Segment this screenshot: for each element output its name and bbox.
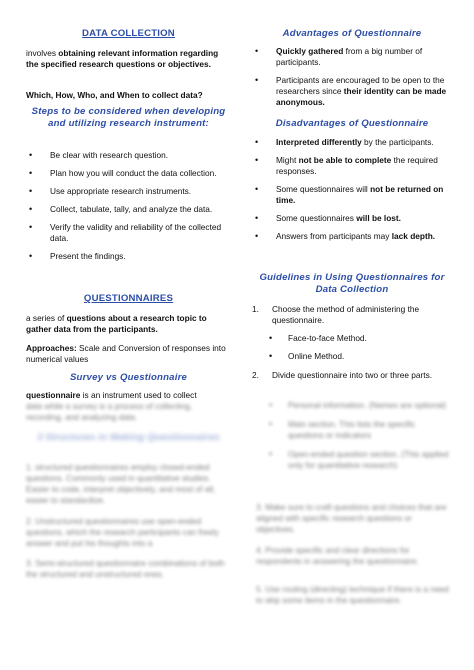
list-item: • Be clear with research question. [26,150,231,161]
survey-line-rest: is an instrument used to collect [80,390,197,400]
advantage-1-bold: Quickly gathered [276,46,344,56]
data-collection-title: DATA COLLECTION [82,28,175,39]
list-item [252,155,452,177]
advantage-2-bold: their identity can be made anonymous. [276,86,447,107]
guidelines-title: Guidelines in Using Questionnaires for Data Collection [259,272,445,295]
list-item: • Present the findings. [26,251,231,262]
disadvantage-5-pre: Answers from participants may [276,231,392,241]
parts-sublist-blurred [252,400,452,471]
survey-line-bold: questionnaire [26,390,81,400]
method-sublist [252,333,452,362]
structures-title: 3 Structures in Making Questionnaires [37,432,220,443]
guidelines-list-step2 [252,370,452,381]
disadvantages-title: Disadvantages of Questionnaire [275,118,429,129]
list-item: • Collect, tabulate, tally, and analyze the data. [26,204,231,215]
questionnaires-definition [26,313,231,335]
list-item [252,75,452,108]
steps-list [26,150,231,262]
list-item: • Use appropriate research instruments. [26,186,231,197]
list-item: • Online Method. [252,351,452,362]
disadvantage-3-bold: not be returned on time. [276,184,444,205]
list-item [252,184,452,206]
advantages-list [252,46,452,108]
data-collection-question: Which, How, Who, and When to collect data? [26,90,203,100]
step-1-number: 1. [252,304,259,314]
questionnaires-bold: questions about a research topic to gather data from the participants. [26,313,207,334]
approaches-value: Scale and Conversion of responses into numerical values [26,343,226,364]
disadvantage-1-rest: by the participants. [361,137,434,147]
questionnaires-title: QUESTIONNAIRES [83,293,174,304]
step-2-number: 2. [252,370,259,380]
guideline-step-3: 3. Make sure to craft questions and choices that are aligned with specific research questions or objectives. [256,502,447,534]
list-item [252,231,452,242]
survey-title: Survey vs Questionnaire [69,372,188,383]
advantages-title: Advantages of Questionnaire [282,28,422,39]
guideline-step-4: 4. Provide specific and clear directions for respondents in answering the questionnaire. [256,545,419,566]
definition-prefix: involves [26,48,59,58]
advantage-1-rest: from a big number of participants. [276,46,423,67]
disadvantage-2-bold: not be able to complete [298,155,392,165]
list-item: • Face-to-face Method. [252,333,452,344]
list-item: • Verify the validity and reliability of the collected data. [26,222,231,244]
list-item [252,137,452,148]
disadvantage-1-bold: Interpreted differently [276,137,362,147]
list-item [252,370,452,381]
structure-item-2: 2. Unstructured questionnaires use open-ended questions, which the research participants can freely answer and put his thoughts into a [26,516,219,548]
approaches-text [26,343,231,365]
survey-blurred-line: data while a survey is a process of collecting, recording, and analyzing data. [26,401,193,422]
list-item: • Plan how you will conduct the data collection. [26,168,231,179]
guideline-step-5: 5. Use routing (directing) technique if there is a need to skip some items in the questionnaire. [256,584,449,605]
disadvantage-3-pre: Some questionnaires will [276,184,371,194]
disadvantage-4-bold: will be lost. [356,213,401,223]
list-item: • Main section. This lists the specific questions or indicators [252,419,452,441]
approaches-label: Approaches: [26,343,77,353]
disadvantage-5-bold: lack depth. [391,231,436,241]
list-item [252,213,452,224]
structure-item-1: 1. structured questionnaires employ closed-ended questions. Commonly used in quantitative studies. Easier to code, interpret objectively, and most of all, easier to standardize. [26,462,216,505]
step-1-text: Choose the method of administering the questionnaire. [272,304,420,325]
disadvantages-list [252,137,452,242]
advantage-2-rest: Participants are encouraged to be open to the researchers since [276,75,445,96]
list-item [252,304,452,326]
definition-bold: obtaining relevant information regarding the specified research questions or objectives. [26,48,219,69]
questionnaires-prefix: a series of [26,313,67,323]
disadvantage-2-rest: the required responses. [276,155,438,176]
structure-item-3: 3. Semi-structured questionnaire combinations of both the structured and unstructured ones. [26,558,225,579]
list-item [252,46,452,68]
survey-line [26,390,231,401]
disadvantage-4-pre: Some questionnaires [276,213,357,223]
disadvantage-2-pre: Might [276,155,299,165]
steps-title: Steps to be considered when developing and utilizing research instrument: [31,106,226,129]
step-2-text: Divide questionnaire into two or three parts. [272,370,433,380]
data-collection-definition [26,48,231,70]
list-item: • Open-ended question section. (This applied only for quantitative research) [252,449,452,471]
guidelines-list [252,304,452,326]
list-item: • Personal information. (Names are optional) [252,400,452,411]
